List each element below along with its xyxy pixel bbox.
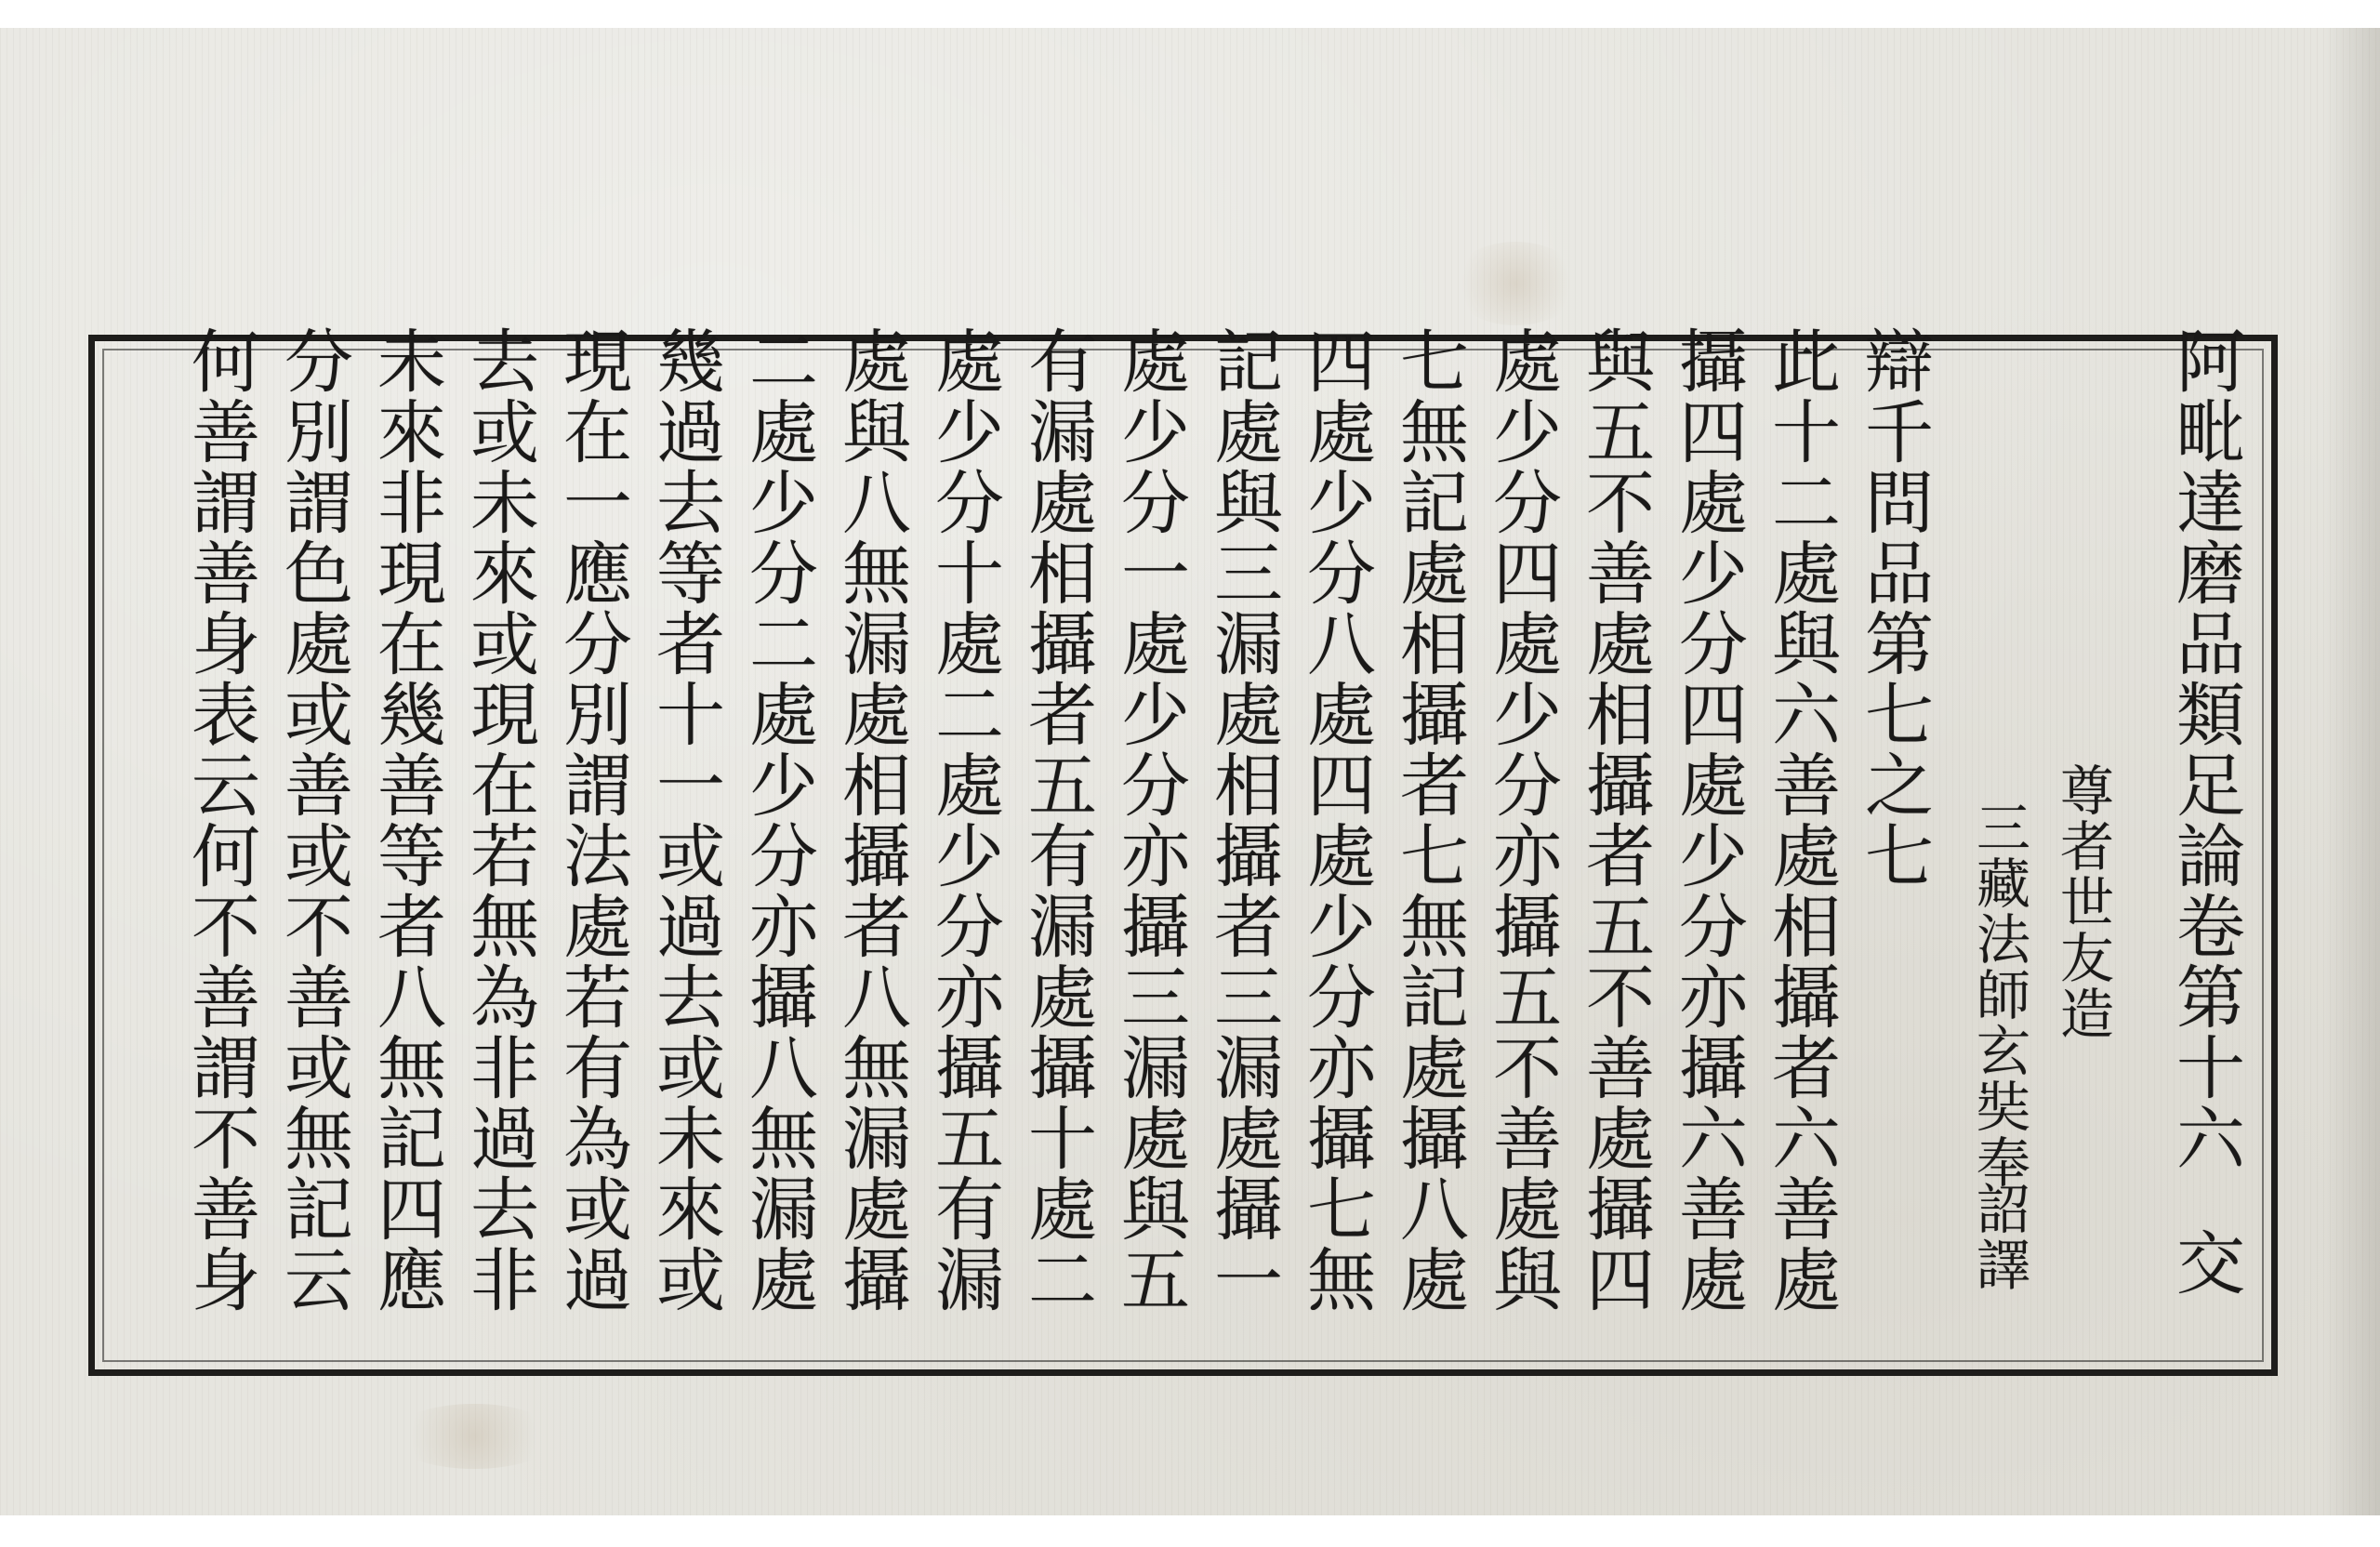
- text-column: 處少分四處少分亦攝五不善處與: [1482, 325, 1562, 1315]
- paper-stain: [390, 1404, 558, 1469]
- text-column: 何善謂善身表云何不善謂不善身: [180, 325, 260, 1315]
- text-column: 記處與三漏處相攝者三漏處攝一: [1203, 325, 1283, 1315]
- translator-credit: 三藏法師玄奘奉: [1967, 800, 2030, 1190]
- text-column: 處少分十處二處少分亦攝五有漏: [924, 325, 1004, 1315]
- paper-stain: [1450, 242, 1580, 325]
- text-column: 七無記處相攝者七無記處攝八處: [1389, 325, 1469, 1315]
- text-column: 此十二處與六善處相攝者六善處: [1761, 325, 1841, 1315]
- text-column: 未來非現在幾善等者八無記四應: [366, 325, 446, 1315]
- chapter-heading: 辯千問品第七之七: [1854, 325, 1934, 891]
- sutra-title: 阿毗達磨品類足論卷第十六: [2165, 325, 2245, 1173]
- page-mark: 交: [2165, 1227, 2245, 1298]
- text-column: 與五不善處相攝者五不善處攝四: [1575, 325, 1655, 1315]
- text-column: 幾過去等者十一或過去或未來或: [645, 325, 725, 1315]
- text-column: 二處少分二處少分亦攝八無漏處: [738, 325, 818, 1315]
- text-column: 有漏處相攝者五有漏處攝十處二: [1017, 325, 1097, 1315]
- author-credit: 尊者世友造: [2051, 762, 2114, 1041]
- text-column: 分別謂色處或善或不善或無記云: [273, 325, 353, 1315]
- text-column: 處少分一處少分亦攝三漏處與五: [1110, 325, 1190, 1315]
- page-edge-shadow: [2324, 28, 2380, 1515]
- text-column: 處與八無漏處相攝者八無漏處攝: [831, 325, 911, 1315]
- text-column: 攝四處少分四處少分亦攝六善處: [1668, 325, 1748, 1315]
- text-column: 現在一應分別謂法處若有為或過: [552, 325, 632, 1315]
- translator-credit-suffix: 詔譯: [1967, 1181, 2030, 1292]
- text-column: 去或未來或現在若無為非過去非: [459, 325, 539, 1315]
- text-column: 四處少分八處四處少分亦攝七無: [1296, 325, 1376, 1315]
